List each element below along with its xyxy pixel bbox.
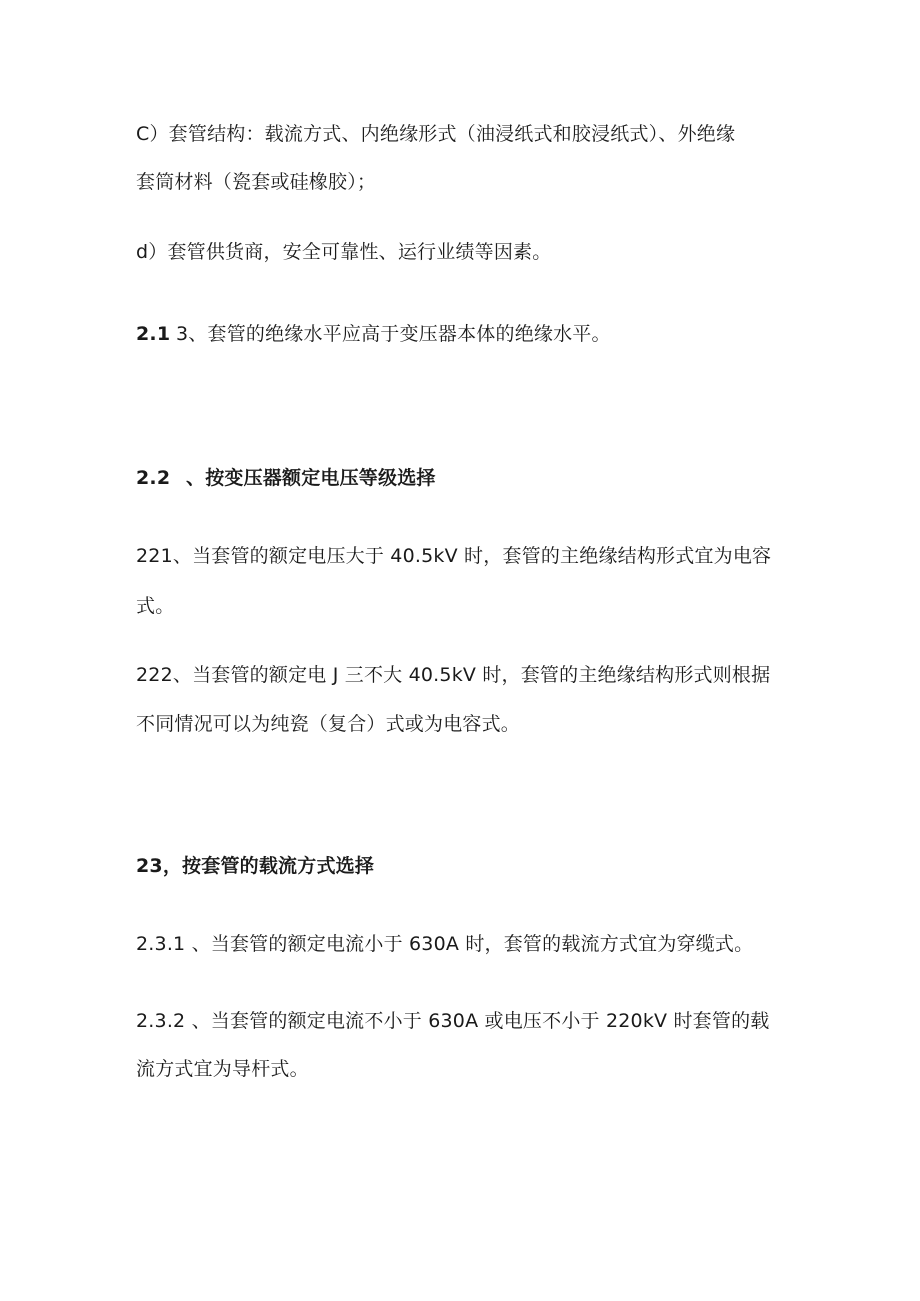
heading-2-2-number: 2.2	[136, 467, 171, 489]
para-222-line-1: 222、当套管的额定电 J 三不大 40.5kV 时，套管的主绝缘结构形式则根据	[136, 664, 771, 686]
para-232-line-2: 流方式宜为导杆式。	[136, 1058, 309, 1080]
heading-2-2	[136, 466, 796, 490]
heading-2-2-text: 、按变压器额定电压等级选择	[186, 467, 436, 489]
para-c-line-1: C）套管结构：载流方式、内绝缘形式（油浸纸式和胶浸纸式）、外绝缘	[136, 123, 736, 145]
para-c-line-2: 套筒材料（瓷套或硅橡胶）；	[136, 171, 377, 193]
para-221-line-1: 221、当套管的额定电压大于 40.5kV 时，套管的主绝缘结构形式宜为电容	[136, 545, 772, 567]
para-231: 2.3.1 、当套管的额定电流小于 630A 时，套管的载流方式宜为穿缆式。	[136, 933, 754, 955]
para-221-line-2: 式。	[136, 595, 175, 617]
para-222-line-2: 不同情况可以为纯瓷（复合）式或为电容式。	[136, 713, 521, 735]
para-d: d）套管供货商，安全可靠性、运行业绩等因素。	[136, 241, 552, 263]
item-2-1-number: 2.1	[136, 323, 171, 345]
para-232-line-1: 2.3.2 、当套管的额定电流不小于 630A 或电压不小于 220kV 时套管的载	[136, 1010, 770, 1032]
item-2-1-text: 3、套管的绝缘水平应高于变压器本体的绝缘水平。	[176, 323, 611, 345]
item-2-1	[136, 322, 796, 346]
heading-23: 23，按套管的载流方式选择	[136, 855, 375, 877]
